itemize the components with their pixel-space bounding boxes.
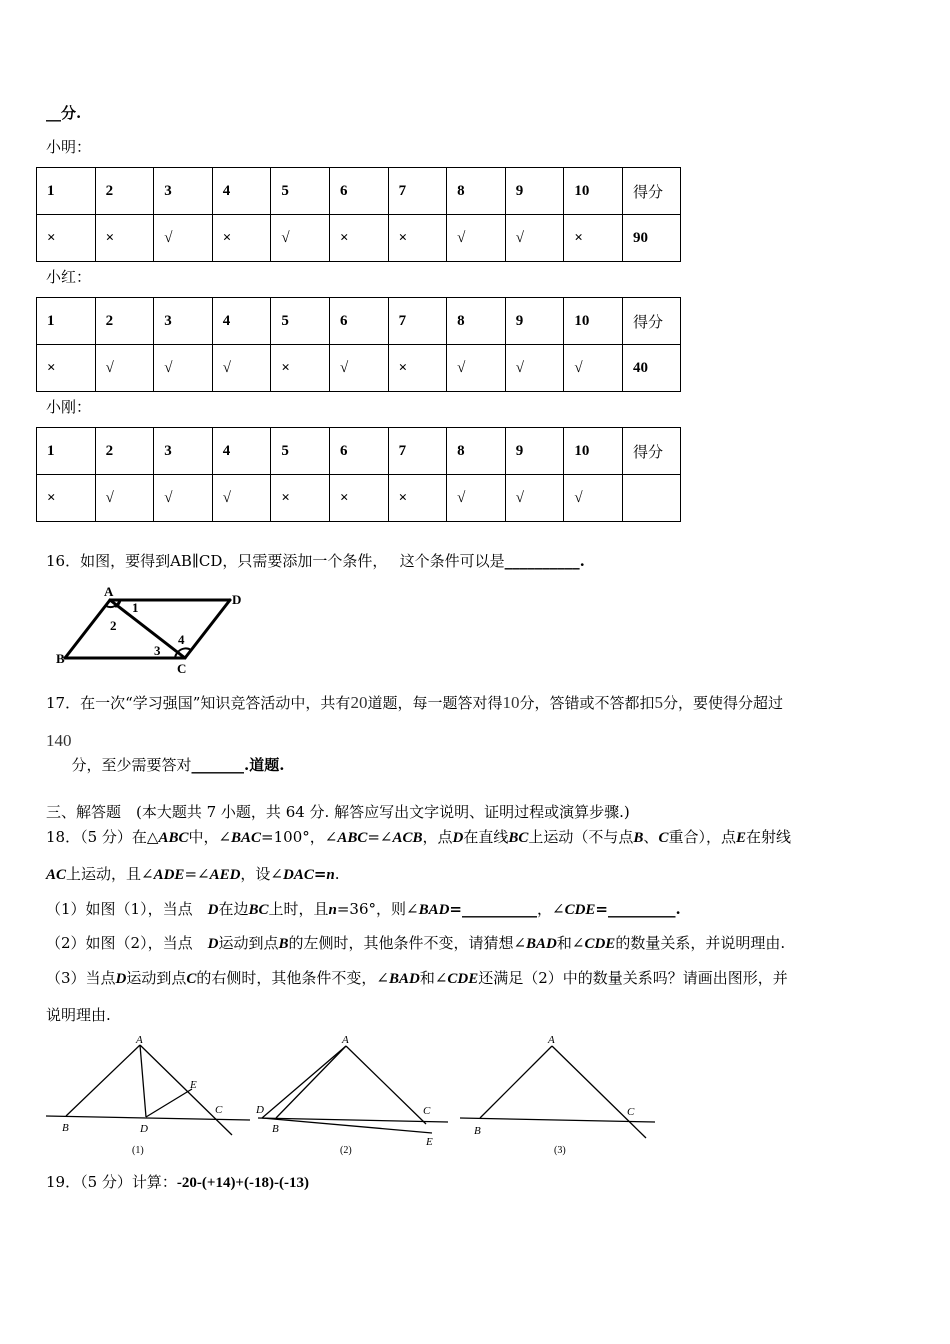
mark-cell: √ [505, 475, 564, 522]
table-header-row [37, 298, 681, 345]
header-cell: 10 [564, 168, 623, 215]
header-cell: 2 [95, 298, 154, 345]
mark-cell: √ [505, 215, 564, 262]
header-cell: 4 [212, 168, 271, 215]
header-cell: 8 [447, 428, 506, 475]
q18-var: ABC [158, 830, 189, 846]
header-cell: 6 [329, 168, 388, 215]
header-cell: 3 [154, 428, 213, 475]
q18-text: 上运动（不与点 [528, 828, 634, 846]
table-header-row [37, 168, 681, 215]
fig3-label: A [548, 1034, 555, 1046]
q16-blank: __________ [504, 552, 580, 570]
fig3-label: C [627, 1106, 635, 1118]
q18-text: =∠ [367, 828, 393, 846]
q18-text: 的数量关系，并说明理由. [615, 934, 786, 952]
q18-text: 上运动，且∠ [66, 865, 154, 883]
q17-number: 20 [350, 693, 368, 712]
mark-cell: × [388, 475, 447, 522]
mark-cell: √ [154, 215, 213, 262]
mark-cell: × [564, 215, 623, 262]
mark-cell: × [37, 345, 96, 392]
header-cell: 7 [388, 428, 447, 475]
fig2-label: C [423, 1105, 431, 1117]
fig2-label: D [256, 1104, 264, 1116]
header-cell: 5 [271, 428, 330, 475]
q16-figure [50, 584, 250, 676]
score-cell [623, 475, 681, 522]
q18-var: BC [508, 830, 529, 846]
q16-label: 4 [178, 632, 185, 647]
question-18-sub3 [46, 968, 788, 989]
q18-text: 运动到点 [126, 969, 187, 987]
header-cell: 2 [95, 428, 154, 475]
q18-var: B [278, 936, 289, 952]
q18-text: ，设∠ [240, 865, 283, 883]
mark-cell: √ [154, 345, 213, 392]
header-cell: 4 [212, 428, 271, 475]
fig1-label: D [140, 1123, 148, 1135]
mark-cell: × [37, 215, 96, 262]
q18-var: n [326, 867, 335, 883]
q16-label: C [177, 661, 187, 676]
header-cell: 1 [37, 168, 96, 215]
q18-var: ADE [153, 867, 185, 883]
q18-figure-2 [258, 1046, 448, 1133]
q18-text: （2）如图（2），当点 [46, 934, 208, 952]
mark-cell: √ [329, 345, 388, 392]
q18-text: 还满足（2）中的数量关系吗？请画出图形，并 [478, 969, 788, 987]
q18-text: 和∠ [556, 934, 585, 952]
table-row [37, 215, 681, 262]
header-cell: 8 [447, 168, 506, 215]
header-cell: 7 [388, 298, 447, 345]
mark-cell: × [329, 475, 388, 522]
q18-text: 中，∠ [188, 828, 232, 846]
q18-figure-3 [460, 1046, 655, 1138]
mark-cell: × [271, 475, 330, 522]
q19-text: 19．（5 分）计算： [46, 1173, 177, 1191]
question-18-line2 [46, 864, 340, 885]
q16-text: 16．如图，要得到AB∥CD，只需要添加一个条件， 这个条件可以是 [46, 552, 505, 570]
question-18-line1 [46, 827, 791, 848]
table-row [37, 345, 681, 392]
header-cell: 1 [37, 298, 96, 345]
question-17-line2 [46, 731, 285, 774]
header-cell: 10 [564, 428, 623, 475]
student-label-xiaoming: 小明： [46, 138, 92, 156]
q18-text: 、 [643, 828, 659, 846]
q18-var: DAC [283, 867, 314, 883]
q18-var: D [207, 936, 219, 952]
table-header-row [37, 428, 681, 475]
q18-text: 在边 [218, 900, 249, 918]
question-16 [46, 551, 585, 571]
mark-cell: √ [564, 345, 623, 392]
q17-text: 分，至少需要答对 [71, 756, 192, 774]
q19-expression: -20-(+14)+(-18)-(-13) [176, 1175, 309, 1191]
student-label-xiaogang: 小刚： [46, 398, 92, 416]
q17-number: 5 [654, 693, 663, 712]
q18-text: 重合），点 [668, 828, 736, 846]
q18-var: AC [46, 867, 67, 883]
header-cell: 9 [505, 168, 564, 215]
q18-figure-1 [46, 1045, 250, 1135]
q17-text: 分，答错或不答都扣 [519, 694, 655, 712]
q18-text: . [334, 865, 340, 883]
q16-label: D [232, 592, 242, 607]
q18-text: = [595, 900, 608, 918]
q18-var: C [658, 830, 669, 846]
question-18-sub3-line2: 说明理由. [46, 1006, 111, 1024]
question-18-sub2 [46, 933, 785, 954]
question-19 [46, 1172, 309, 1193]
q18-var: BC [248, 902, 269, 918]
q18-text: =36°，则∠ [336, 900, 419, 918]
student-label-xiaohong: 小红： [46, 268, 92, 286]
q18-var: ABC [337, 830, 368, 846]
header-cell: 7 [388, 168, 447, 215]
header-cell: 6 [329, 298, 388, 345]
mark-cell: × [95, 215, 154, 262]
q18-text: ，点 [422, 828, 453, 846]
top-fragment: __分. [46, 104, 82, 122]
q17-end: .道题. [244, 756, 285, 774]
fig1-label: C [215, 1104, 223, 1116]
q18-var: n [328, 902, 337, 918]
q18-text: 上时，且 [268, 900, 329, 918]
score-table-xiaohong [36, 297, 681, 392]
header-cell: 3 [154, 168, 213, 215]
q18-text: =∠ [184, 865, 210, 883]
q16-label: B [56, 651, 65, 666]
header-cell: 3 [154, 298, 213, 345]
mark-cell: √ [154, 475, 213, 522]
mark-cell: × [388, 345, 447, 392]
header-cell-score: 得分 [623, 298, 681, 345]
section-3-heading: 三、解答题 (本大题共 7 小题，共 64 分. 解答应写出文字说明、证明过程或演算步骤.) [46, 803, 630, 821]
q18-text: 在射线 [745, 828, 791, 846]
header-cell: 9 [505, 298, 564, 345]
fig3-caption: (3) [554, 1145, 566, 1156]
q18-text: =100°，∠ [261, 828, 338, 846]
mark-cell: × [329, 215, 388, 262]
q16-label: A [104, 584, 114, 599]
fig1-label: B [62, 1122, 69, 1134]
fig1-caption: (1) [132, 1145, 144, 1156]
fig2-label: A [342, 1034, 349, 1046]
header-cell: 4 [212, 298, 271, 345]
q18-text: 18．（5 分）在△ [46, 828, 159, 846]
q16-label: 2 [110, 618, 117, 633]
mark-cell: √ [212, 475, 271, 522]
fig2-label: B [272, 1123, 279, 1135]
mark-cell: √ [212, 345, 271, 392]
header-cell: 1 [37, 428, 96, 475]
header-cell: 10 [564, 298, 623, 345]
score-cell: 90 [623, 215, 681, 262]
q17-text: 分，要使得分超过 [662, 694, 783, 712]
q18-text: 的左侧时，其他条件不变，请猜想∠ [288, 934, 527, 952]
q18-blank: __________ [461, 900, 537, 918]
score-cell: 40 [623, 345, 681, 392]
q18-text: 运动到点 [218, 934, 279, 952]
q18-var: CDE [447, 971, 479, 987]
q18-var: BAD [526, 936, 557, 952]
q18-var: D [115, 971, 127, 987]
q18-figures [40, 1032, 670, 1162]
q17-blank: _______ [191, 756, 245, 774]
q18-var: C [186, 971, 197, 987]
q18-var: ACB [392, 830, 423, 846]
mark-cell: √ [564, 475, 623, 522]
fig1-label: A [136, 1034, 143, 1046]
question-17-line1 [46, 693, 783, 713]
header-cell: 5 [271, 298, 330, 345]
q16-label: 3 [154, 643, 161, 658]
mark-cell: √ [95, 345, 154, 392]
fig3-label: B [474, 1125, 481, 1137]
q17-text: 道题，每一题答对得 [367, 694, 503, 712]
q18-blank: _________ [607, 900, 676, 918]
q17-text: 17．在一次“学习强国”知识竞答活动中，共有 [46, 694, 351, 712]
q16-end: . [579, 552, 585, 570]
mark-cell: × [212, 215, 271, 262]
fig1-label: E [190, 1079, 197, 1091]
q17-number: 10 [502, 693, 520, 712]
q18-text: 和∠ [419, 969, 448, 987]
header-cell: 8 [447, 298, 506, 345]
q18-text: = [449, 900, 462, 918]
mark-cell: √ [447, 475, 506, 522]
mark-cell: √ [95, 475, 154, 522]
mark-cell: × [37, 475, 96, 522]
q18-var: B [633, 830, 644, 846]
q18-var: D [207, 902, 219, 918]
q18-text: （1）如图（1），当点 [46, 900, 208, 918]
mark-cell: √ [447, 215, 506, 262]
q18-text: = [313, 865, 327, 883]
header-cell-score: 得分 [623, 168, 681, 215]
mark-cell: √ [505, 345, 564, 392]
q18-text: 在直线 [463, 828, 509, 846]
q18-var: CDE [584, 936, 616, 952]
header-cell: 6 [329, 428, 388, 475]
q18-text: . [675, 900, 681, 918]
q18-var: CDE [564, 902, 596, 918]
q16-label: 1 [132, 600, 139, 615]
q18-var: D [452, 830, 464, 846]
q18-var: BAC [231, 830, 262, 846]
header-cell: 5 [271, 168, 330, 215]
score-table-xiaoming [36, 167, 681, 262]
q18-var: BAD [418, 902, 450, 918]
question-18-sub1 [46, 899, 681, 920]
q18-text: （3）当点 [46, 969, 116, 987]
q17-number: 140 [46, 731, 72, 750]
q18-var: E [735, 830, 746, 846]
fig2-label: E [426, 1136, 433, 1148]
mark-cell: × [388, 215, 447, 262]
q18-var: BAD [389, 971, 420, 987]
q18-text: ，∠ [536, 900, 565, 918]
header-cell: 9 [505, 428, 564, 475]
mark-cell: √ [271, 215, 330, 262]
header-cell-score: 得分 [623, 428, 681, 475]
fig2-caption: (2) [340, 1145, 352, 1156]
q18-text: 的右侧时，其他条件不变，∠ [196, 969, 389, 987]
table-row [37, 475, 681, 522]
score-table-xiaogang [36, 427, 681, 522]
mark-cell: √ [447, 345, 506, 392]
mark-cell: × [271, 345, 330, 392]
header-cell: 2 [95, 168, 154, 215]
q18-var: AED [209, 867, 241, 883]
